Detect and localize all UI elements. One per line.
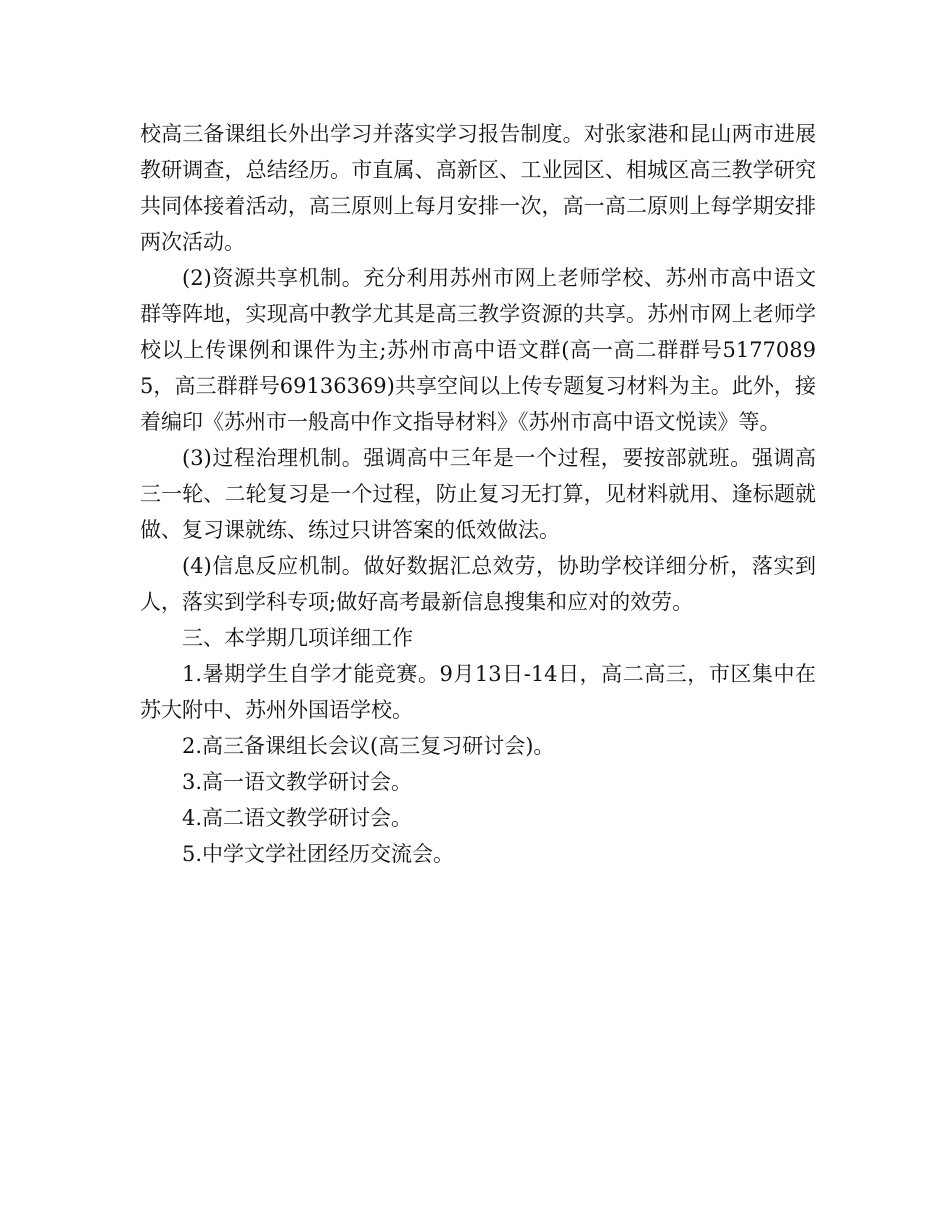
list-item-4: 4.高二语文教学研讨会。 bbox=[182, 806, 413, 830]
paragraph-process-management: (3)过程治理机制。强调高中三年是一个过程，要按部就班。强调高三一轮、二轮复习是一个过程，防止复习无打算，见材料就用、逢标题就做、复习课就练、练过只讲答案的低效做法。 bbox=[140, 446, 816, 542]
list-item-1: 1.暑期学生自学才能竞赛。9月13日-14日，高二高三，市区集中在苏大附中、苏州外国语学校。 bbox=[140, 662, 816, 722]
section-heading: 三、本学期几项详细工作 bbox=[182, 626, 413, 650]
list-item-5: 5.中学文学社团经历交流会。 bbox=[182, 842, 455, 866]
paragraph-continuation: 校高三备课组长外出学习并落实学习报告制度。对张家港和昆山两市进展教研调查，总结经历。市直属、高新区、工业园区、相城区高三教学研究共同体接着活动，高三原则上每月安排一次，高一高二原则上每学期安排两次活动。 bbox=[140, 122, 816, 254]
list-item-2: 2.高三备课组长会议(高三复习研讨会)。 bbox=[182, 734, 555, 758]
paragraph-info-feedback: (4)信息反应机制。做好数据汇总效劳，协助学校详细分析，落实到人，落实到学科专项;做好高考最新信息搜集和应对的效劳。 bbox=[140, 554, 816, 614]
document-body bbox=[140, 116, 816, 872]
list-item-3: 3.高一语文教学研讨会。 bbox=[182, 770, 413, 794]
paragraph-resource-sharing: (2)资源共享机制。充分利用苏州市网上老师学校、苏州市高中语文群等阵地，实现高中教学尤其是高三教学资源的共享。苏州市网上老师学校以上传课例和课件为主;苏州市高中语文群(高一高二群群号51770895，高三群群号69136369)共享空间以上传专题复习材料为主。此外，接着编印《苏州市一般高中作文指导材料》《苏州市高中语文悦读》等。 bbox=[140, 266, 816, 434]
